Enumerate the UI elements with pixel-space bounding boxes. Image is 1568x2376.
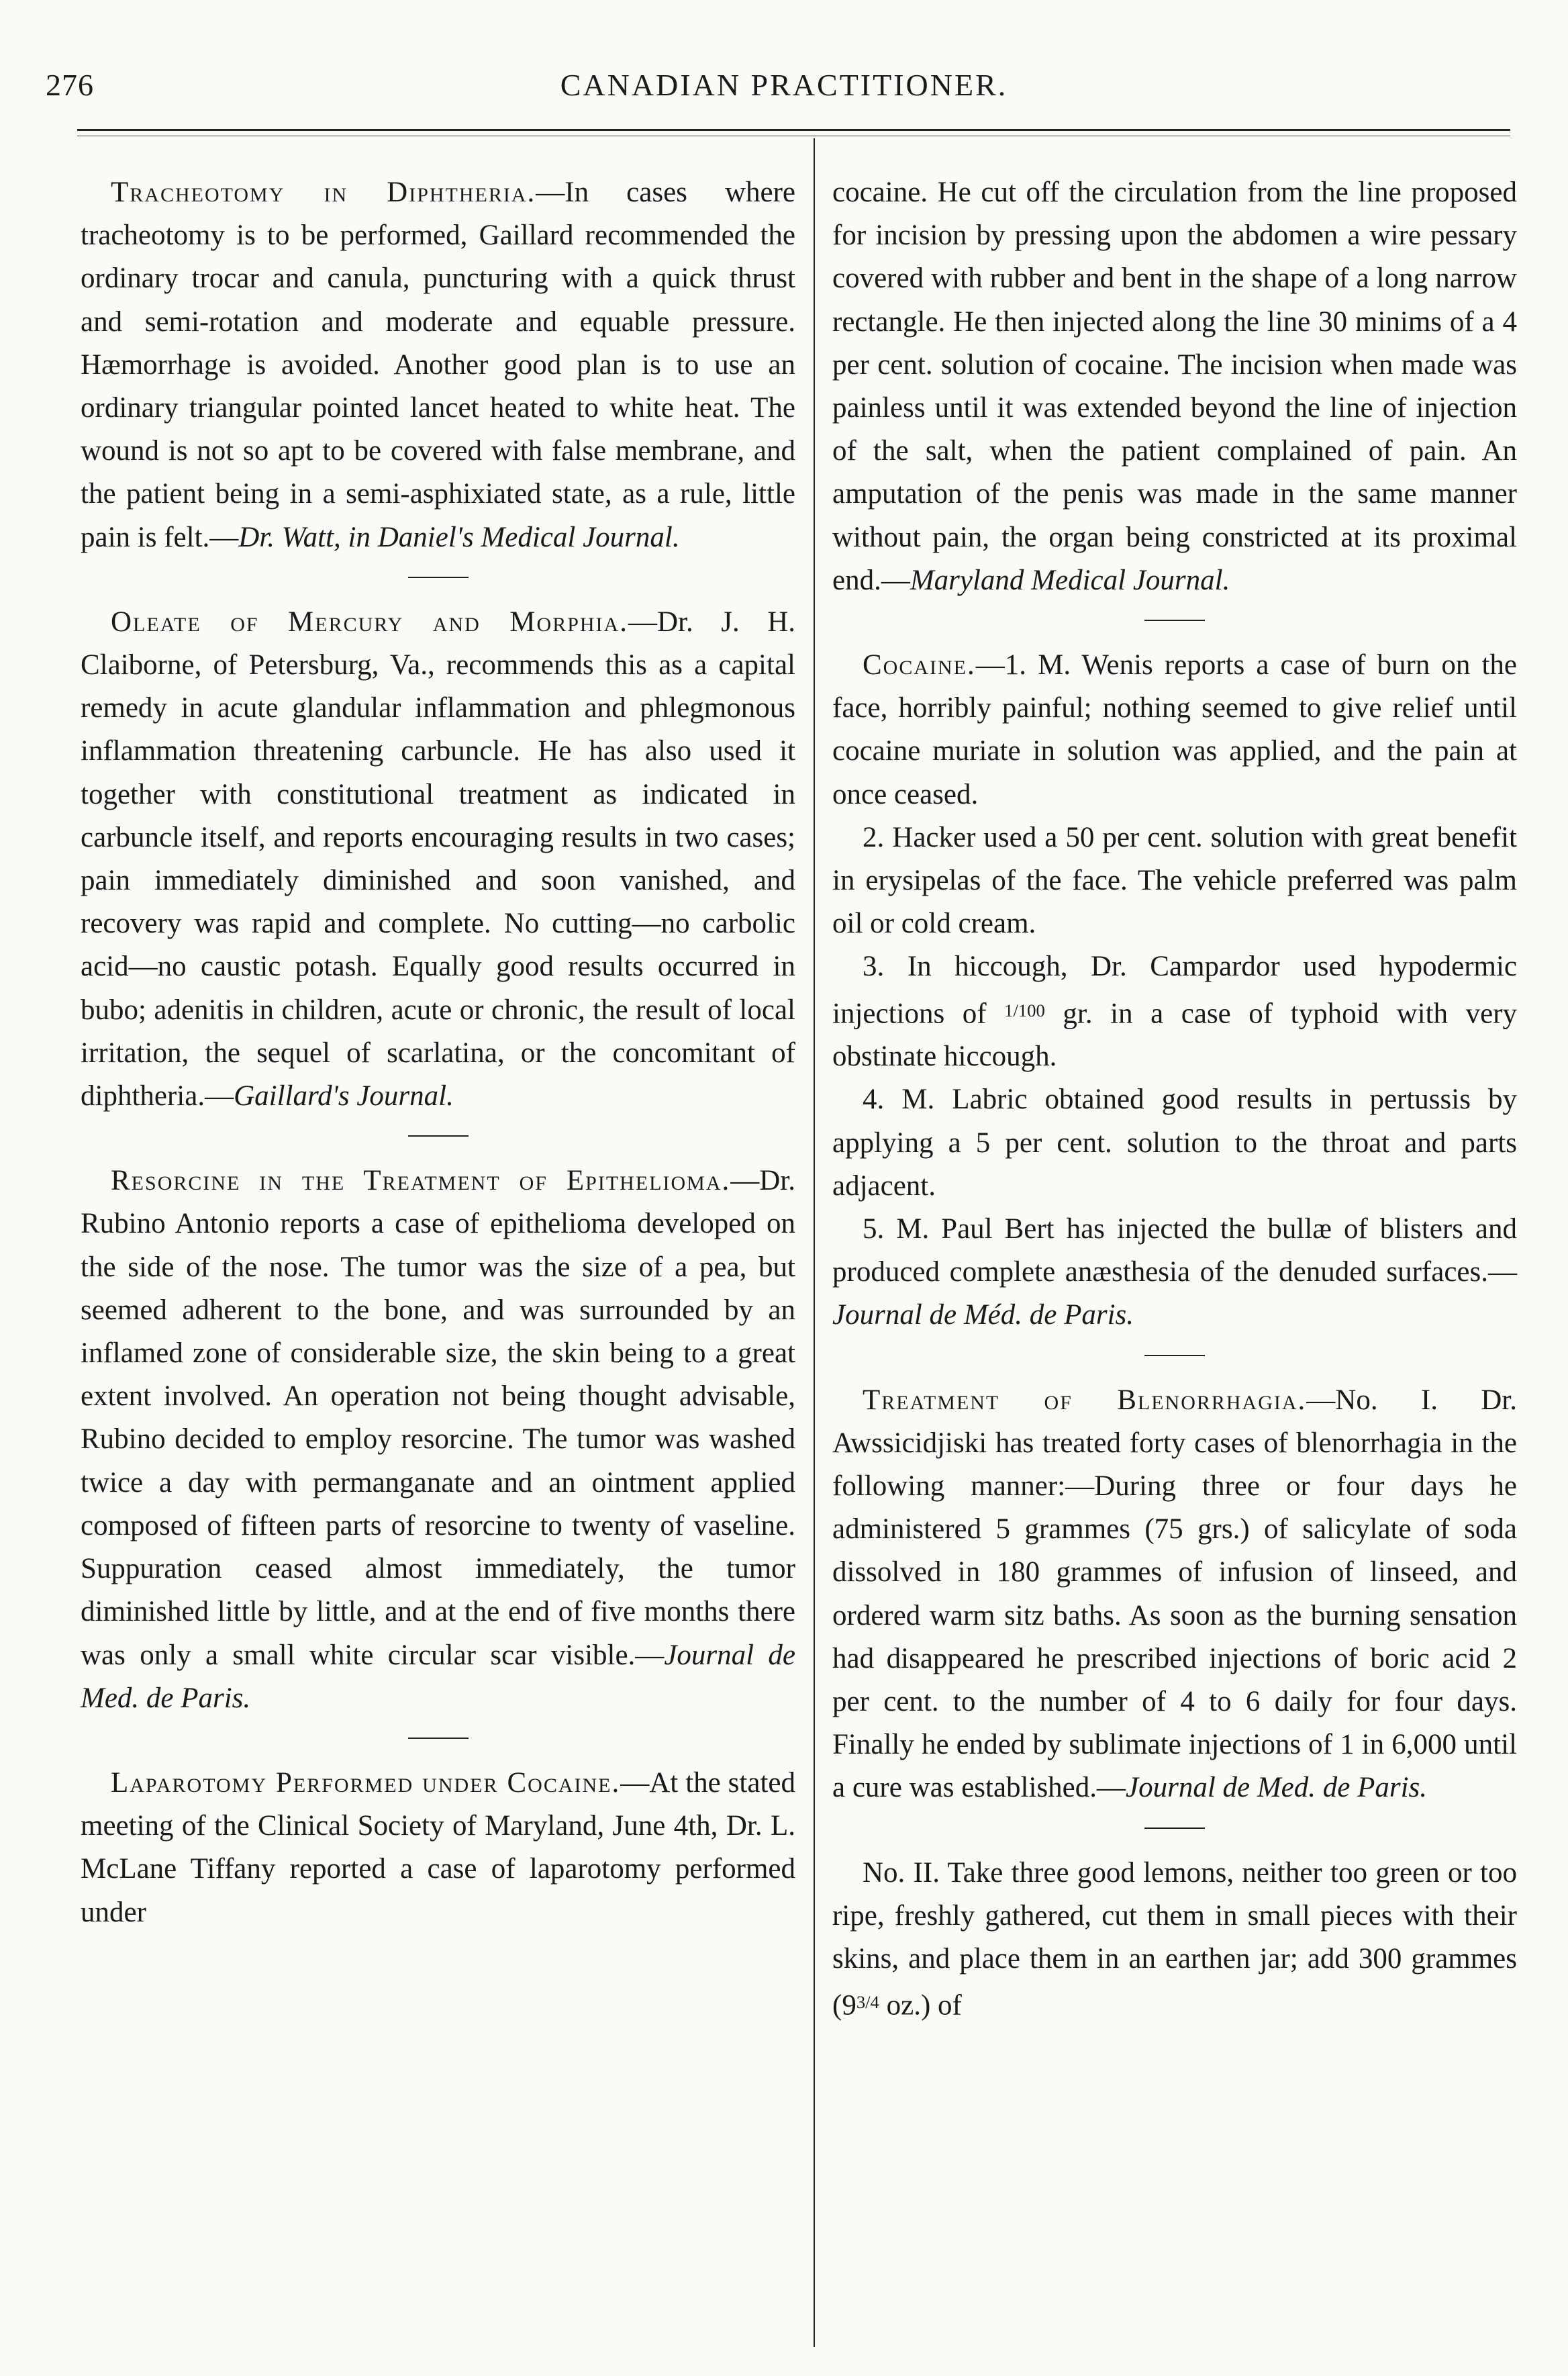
- article-body: —No. I. Dr. Awssicidjiski has treated forty cases of blenorrhagia in the following manner:—During three or four days he administered 5 grammes (75 grs.) of salicylate of soda dissolved in 180 grammes of infusion of linseed, and ordered warm sitz baths. As soon as the burning sensation had disappeared he prescribed injections of boric acid 2 per cent. to the number of 4 to 6 daily for four days. Finally he ended by sublimate injections of 1 in 6,000 until a cure was established.—: [832, 1384, 1517, 1804]
- item-text: gr. in a case of typhoid with very obstinate hiccough.: [832, 997, 1517, 1073]
- article-source: Dr. Watt, in Daniel's Medical Journal.: [238, 521, 680, 553]
- article-source: Maryland Medical Journal.: [910, 564, 1230, 596]
- article-title: Laparotomy Performed under Cocaine.: [111, 1766, 621, 1799]
- article-source: Journal de Méd. de Paris.: [832, 1299, 1134, 1331]
- article-title: Treatment of Blenorrhagia.: [863, 1384, 1307, 1416]
- article-body: —In cases where tracheotomy is to be performed, Gaillard recommended the ordinary trocar and canula, puncturing with a quick thrust and semi-rotation and moderate and equable pressure. Hæmorrhage is avoided. Another good plan is to use an ordinary triangular pointed lancet heated to white heat. The wound is not so apt to be covered with false membrane, and the patient being in a semi-asphixiated state, as a rule, little pain is felt.—: [81, 177, 795, 553]
- fraction: 1/100: [1004, 1000, 1045, 1020]
- article-cocaine-item-4: 4. M. Labric obtained good results in pertussis by applying a 5 per cent. solution to the throat and parts adjacent.: [832, 1084, 1517, 1202]
- article-blenorrhagia-no2: [832, 1852, 1517, 2028]
- article-cocaine-item-1: [832, 644, 1517, 816]
- article-body: —1. M. Wenis reports a case of burn on the face, horribly painful; nothing seemed to give relief until cocaine muriate in solution was applied, and the pain at once ceased.: [832, 649, 1517, 810]
- page-number: 276: [46, 68, 94, 102]
- section-separator: [408, 577, 469, 578]
- running-head: [46, 67, 1522, 114]
- article-title: Cocaine.: [863, 649, 976, 681]
- article-body: —At the stated meeting of the Clinical Society of Maryland, June 4th, Dr. L. McLane Tiffany reported a case of laparotomy performed under: [81, 1766, 795, 1928]
- right-column: [832, 171, 1517, 2028]
- article-source: Journal de Med. de Paris.: [1126, 1772, 1428, 1804]
- column-divider: [814, 138, 815, 2347]
- section-separator: [408, 1738, 469, 1739]
- article-tracheotomy: [81, 171, 795, 559]
- item-text: 3. In hiccough, Dr. Campardor used hypodermic injections of: [832, 951, 1517, 1029]
- article-cocaine-item-2: 2. Hacker used a 50 per cent. solution with great benefit in erysipelas of the face. The vehicle preferred was palm oil or cold cream.: [832, 821, 1517, 940]
- article-laparotomy: [81, 1762, 795, 1934]
- item-text: oz.) of: [886, 1989, 962, 2022]
- article-cocaine-item-3: [832, 945, 1517, 1078]
- article-title: Oleate of Mercury and Morphia.: [111, 606, 628, 638]
- article-source: Journal de Med. de Paris.: [81, 1639, 795, 1714]
- item-text: 5. M. Paul Bert has injected the bullæ of blisters and produced complete anæsthesia of the denuded surfaces.—: [832, 1213, 1517, 1288]
- header-rule: [77, 129, 1510, 131]
- fraction: 3/4: [856, 1992, 879, 2013]
- section-separator: [1144, 1827, 1205, 1829]
- left-column: [81, 171, 795, 1934]
- article-body: —Dr. J. H. Claiborne, of Petersburg, Va., recommends this as a capital remedy in acute glandular inflammation and phlegmonous inflammation threatening carbuncle. He has also used it together with constitutional treatment as indicated in carbuncle itself, and reports encouraging results in two cases; pain immediately diminished and soon vanished, and recovery was rapid and complete. No cutting—no carbolic acid—no caustic potash. Equally good results occurred in bubo; adenitis in children, acute or chronic, the result of local irritation, the sequel of scarlatina, or the concomitant of diphtheria.—: [81, 606, 796, 1112]
- item-text: No. II. Take three good lemons, neither too green or too ripe, freshly gathered, cut them in small pieces with their skins, and place them in an earthen jar; add 300 grammes (9: [832, 1856, 1517, 2022]
- article-title: Resorcine in the Treatment of Epithelioma.: [111, 1165, 731, 1197]
- section-separator: [1144, 620, 1205, 621]
- article-body: cocaine. He cut off the circulation from the line proposed for incision by pressing upon the abdomen a wire pessary covered with rubber and bent in the shape of a long narrow rectangle. He then injected along the line 30 minims of a 4 per cent. solution of cocaine. The incision when made was painless until it was extended beyond the line of injection of the salt, when the patient complained of pain. An amputation of the penis was made in the same manner without pain, the organ being constricted at its proximal end.—: [832, 177, 1517, 596]
- journal-title: CANADIAN PRACTITIONER.: [560, 68, 1008, 102]
- article-laparotomy-continued: [832, 171, 1517, 602]
- article-title: Tracheotomy in Diphtheria.: [111, 177, 536, 208]
- article-resorcine: [81, 1159, 795, 1720]
- article-cocaine-item-5: [832, 1208, 1517, 1337]
- section-separator: [1144, 1355, 1205, 1356]
- article-oleate: [81, 601, 795, 1118]
- section-separator: [408, 1135, 469, 1137]
- article-body: —Dr. Rubino Antonio reports a case of epithelioma developed on the side of the nose. The tumor was the size of a pea, but seemed adherent to the bone, and was surrounded by an inflamed zone of considerable size, the skin being to a great extent involved. An operation not being thought advisable, Rubino decided to employ resorcine. The tumor was washed twice a day with permanganate and an ointment applied composed of fifteen parts of resorcine to twenty of vaseline. Suppuration ceased almost immediately, the tumor diminished little by little, and at the end of five months there was only a small white circular scar visible.—: [81, 1165, 795, 1671]
- article-source: Gaillard's Journal.: [234, 1080, 454, 1112]
- article-blenorrhagia: [832, 1379, 1517, 1810]
